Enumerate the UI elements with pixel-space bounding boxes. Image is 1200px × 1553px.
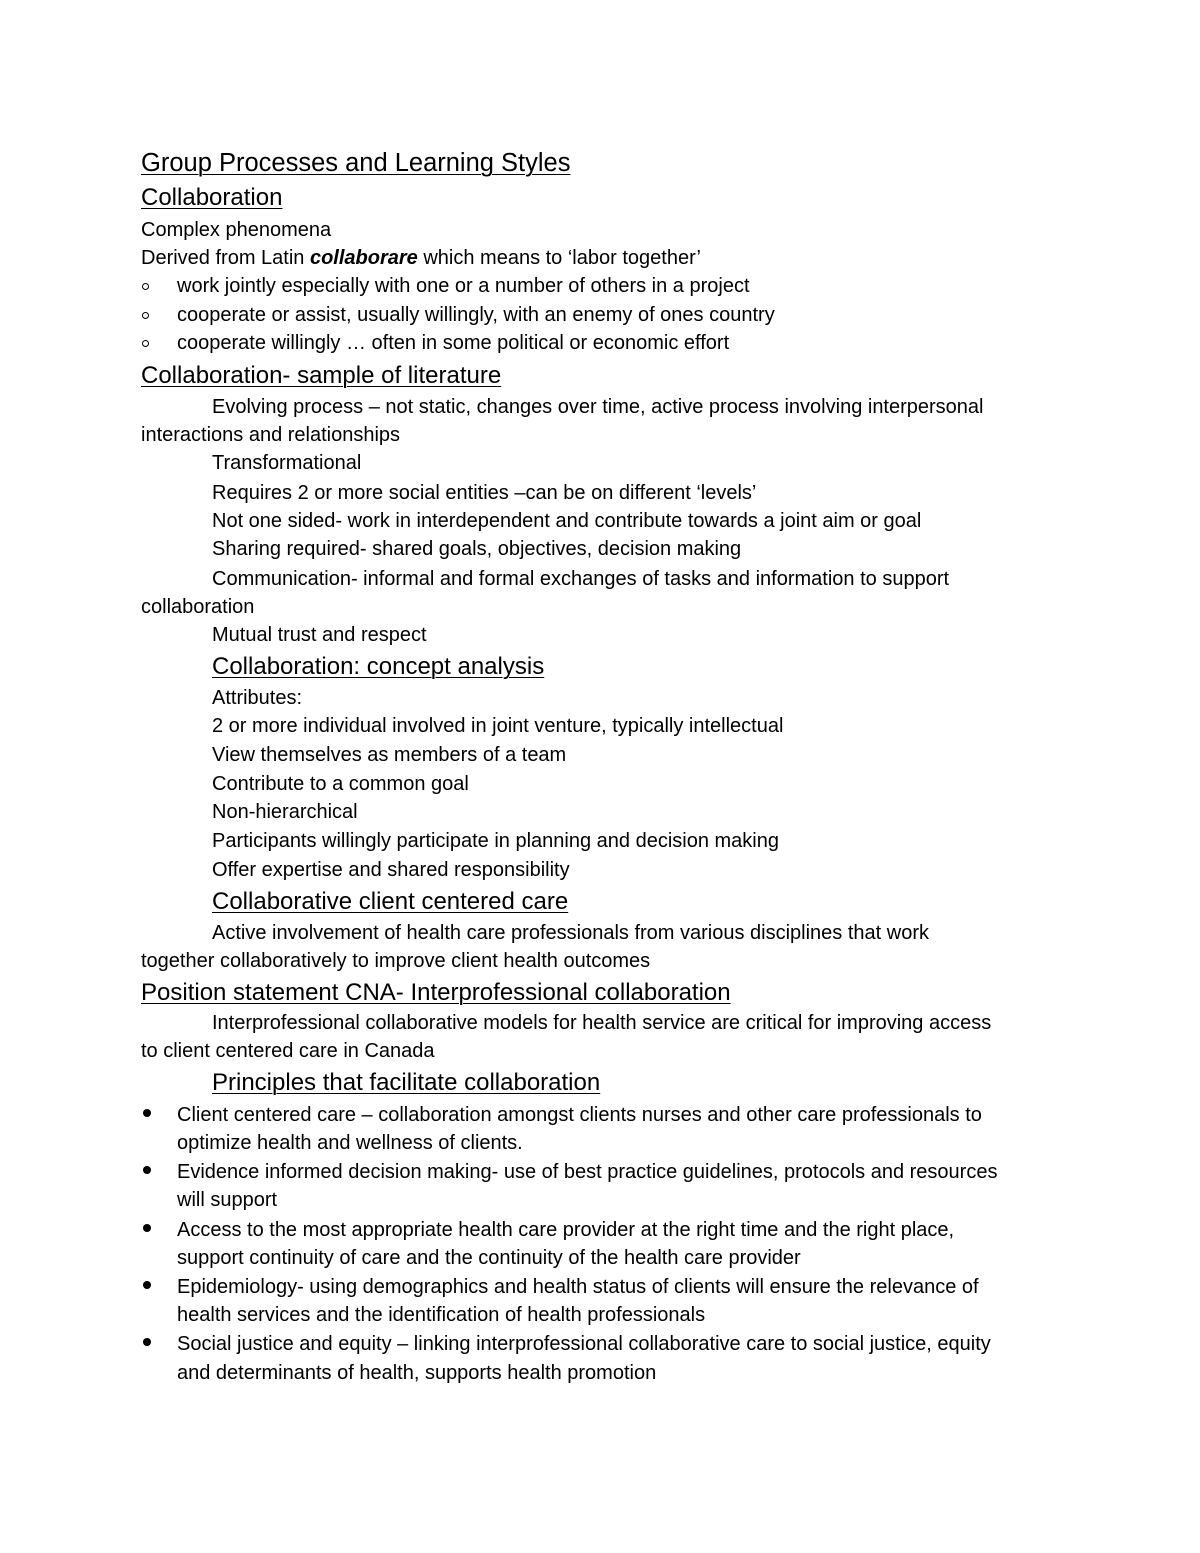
list-item: 2 or more individual involved in joint venture, typically intellectual — [212, 715, 784, 737]
evolving-process-text: Evolving process – not static, changes over time, active process involving interpersonal — [212, 396, 984, 418]
communication-continued: collaboration — [141, 596, 255, 618]
list-item: View themselves as members of a team — [212, 744, 567, 766]
collaboration-heading: Collaboration — [141, 184, 283, 211]
list-item-continued: and determinants of health, supports health promotion — [177, 1362, 657, 1384]
list-item-continued: optimize health and wellness of clients. — [177, 1132, 523, 1154]
sharing-required-text: Sharing required- shared goals, objectives, decision making — [212, 538, 742, 560]
list-item: Social justice and equity – linking interprofessional collaborative care to social justice, equity — [177, 1333, 991, 1355]
position-statement-heading: Position statement CNA- Interprofessional collaboration — [141, 979, 731, 1006]
list-item-continued: health services and the identification of health professionals — [177, 1304, 706, 1326]
bullet-icon — [143, 1224, 151, 1232]
latin-word: collaborare — [309, 247, 418, 269]
list-item: work jointly especially with one or a number of others in a project — [177, 275, 750, 297]
hollow-bullet-icon — [142, 340, 149, 347]
list-item-continued: support continuity of care and the continuity of the health care provider — [177, 1247, 801, 1269]
not-one-sided-text: Not one sided- work in interdependent and contribute towards a joint aim or goal — [212, 510, 922, 532]
list-item: Contribute to a common goal — [212, 773, 469, 795]
literature-heading: Collaboration- sample of literature — [141, 362, 502, 389]
list-item: Offer expertise and shared responsibility — [212, 859, 570, 881]
bullet-icon — [143, 1166, 151, 1174]
list-item: Access to the most appropriate health care provider at the right time and the right place, — [177, 1219, 955, 1241]
list-item: Participants willingly participate in planning and decision making — [212, 830, 779, 852]
derived-prefix: Derived from Latin — [141, 247, 310, 269]
communication-text: Communication- informal and formal exchanges of tasks and information to support — [212, 568, 950, 590]
concept-analysis-heading: Collaboration: concept analysis — [212, 653, 545, 680]
list-item: cooperate willingly … often in some political or economic effort — [177, 332, 730, 354]
hollow-bullet-icon — [142, 312, 149, 319]
list-item: Client centered care – collaboration amongst clients nurses and other care professionals to — [177, 1104, 982, 1126]
client-care-text: Active involvement of health care professionals from various disciplines that work — [212, 922, 929, 944]
evolving-process-continued: interactions and relationships — [141, 424, 401, 446]
requires-entities-text: Requires 2 or more social entities –can be on different ‘levels’ — [212, 482, 757, 504]
mutual-trust-text: Mutual trust and respect — [212, 624, 427, 646]
derived-from-latin-text — [141, 246, 701, 270]
complex-phenomena-text: Complex phenomena — [141, 219, 332, 241]
list-item: Epidemiology- using demographics and health status of clients will ensure the relevance of — [177, 1276, 979, 1298]
bullet-icon — [143, 1281, 151, 1289]
position-statement-continued: to client centered care in Canada — [141, 1040, 435, 1062]
list-item: Evidence informed decision making- use of best practice guidelines, protocols and resources — [177, 1161, 998, 1183]
principles-heading: Principles that facilitate collaboration — [212, 1069, 601, 1096]
client-care-heading: Collaborative client centered care — [212, 888, 569, 915]
list-item-continued: will support — [177, 1189, 278, 1211]
hollow-bullet-icon — [142, 283, 149, 290]
bullet-icon — [143, 1338, 151, 1346]
list-item: Attributes: — [212, 687, 303, 709]
client-care-continued: together collaboratively to improve client health outcomes — [141, 950, 651, 972]
list-item: cooperate or assist, usually willingly, with an enemy of ones country — [177, 304, 775, 326]
document-title: Group Processes and Learning Styles — [141, 149, 571, 177]
list-item: Non-hierarchical — [212, 801, 358, 823]
position-statement-text: Interprofessional collaborative models for health service are critical for improving access — [212, 1012, 992, 1034]
bullet-icon — [143, 1109, 151, 1117]
derived-suffix: which means to ‘labor together’ — [417, 247, 701, 269]
transformational-text: Transformational — [212, 452, 362, 474]
